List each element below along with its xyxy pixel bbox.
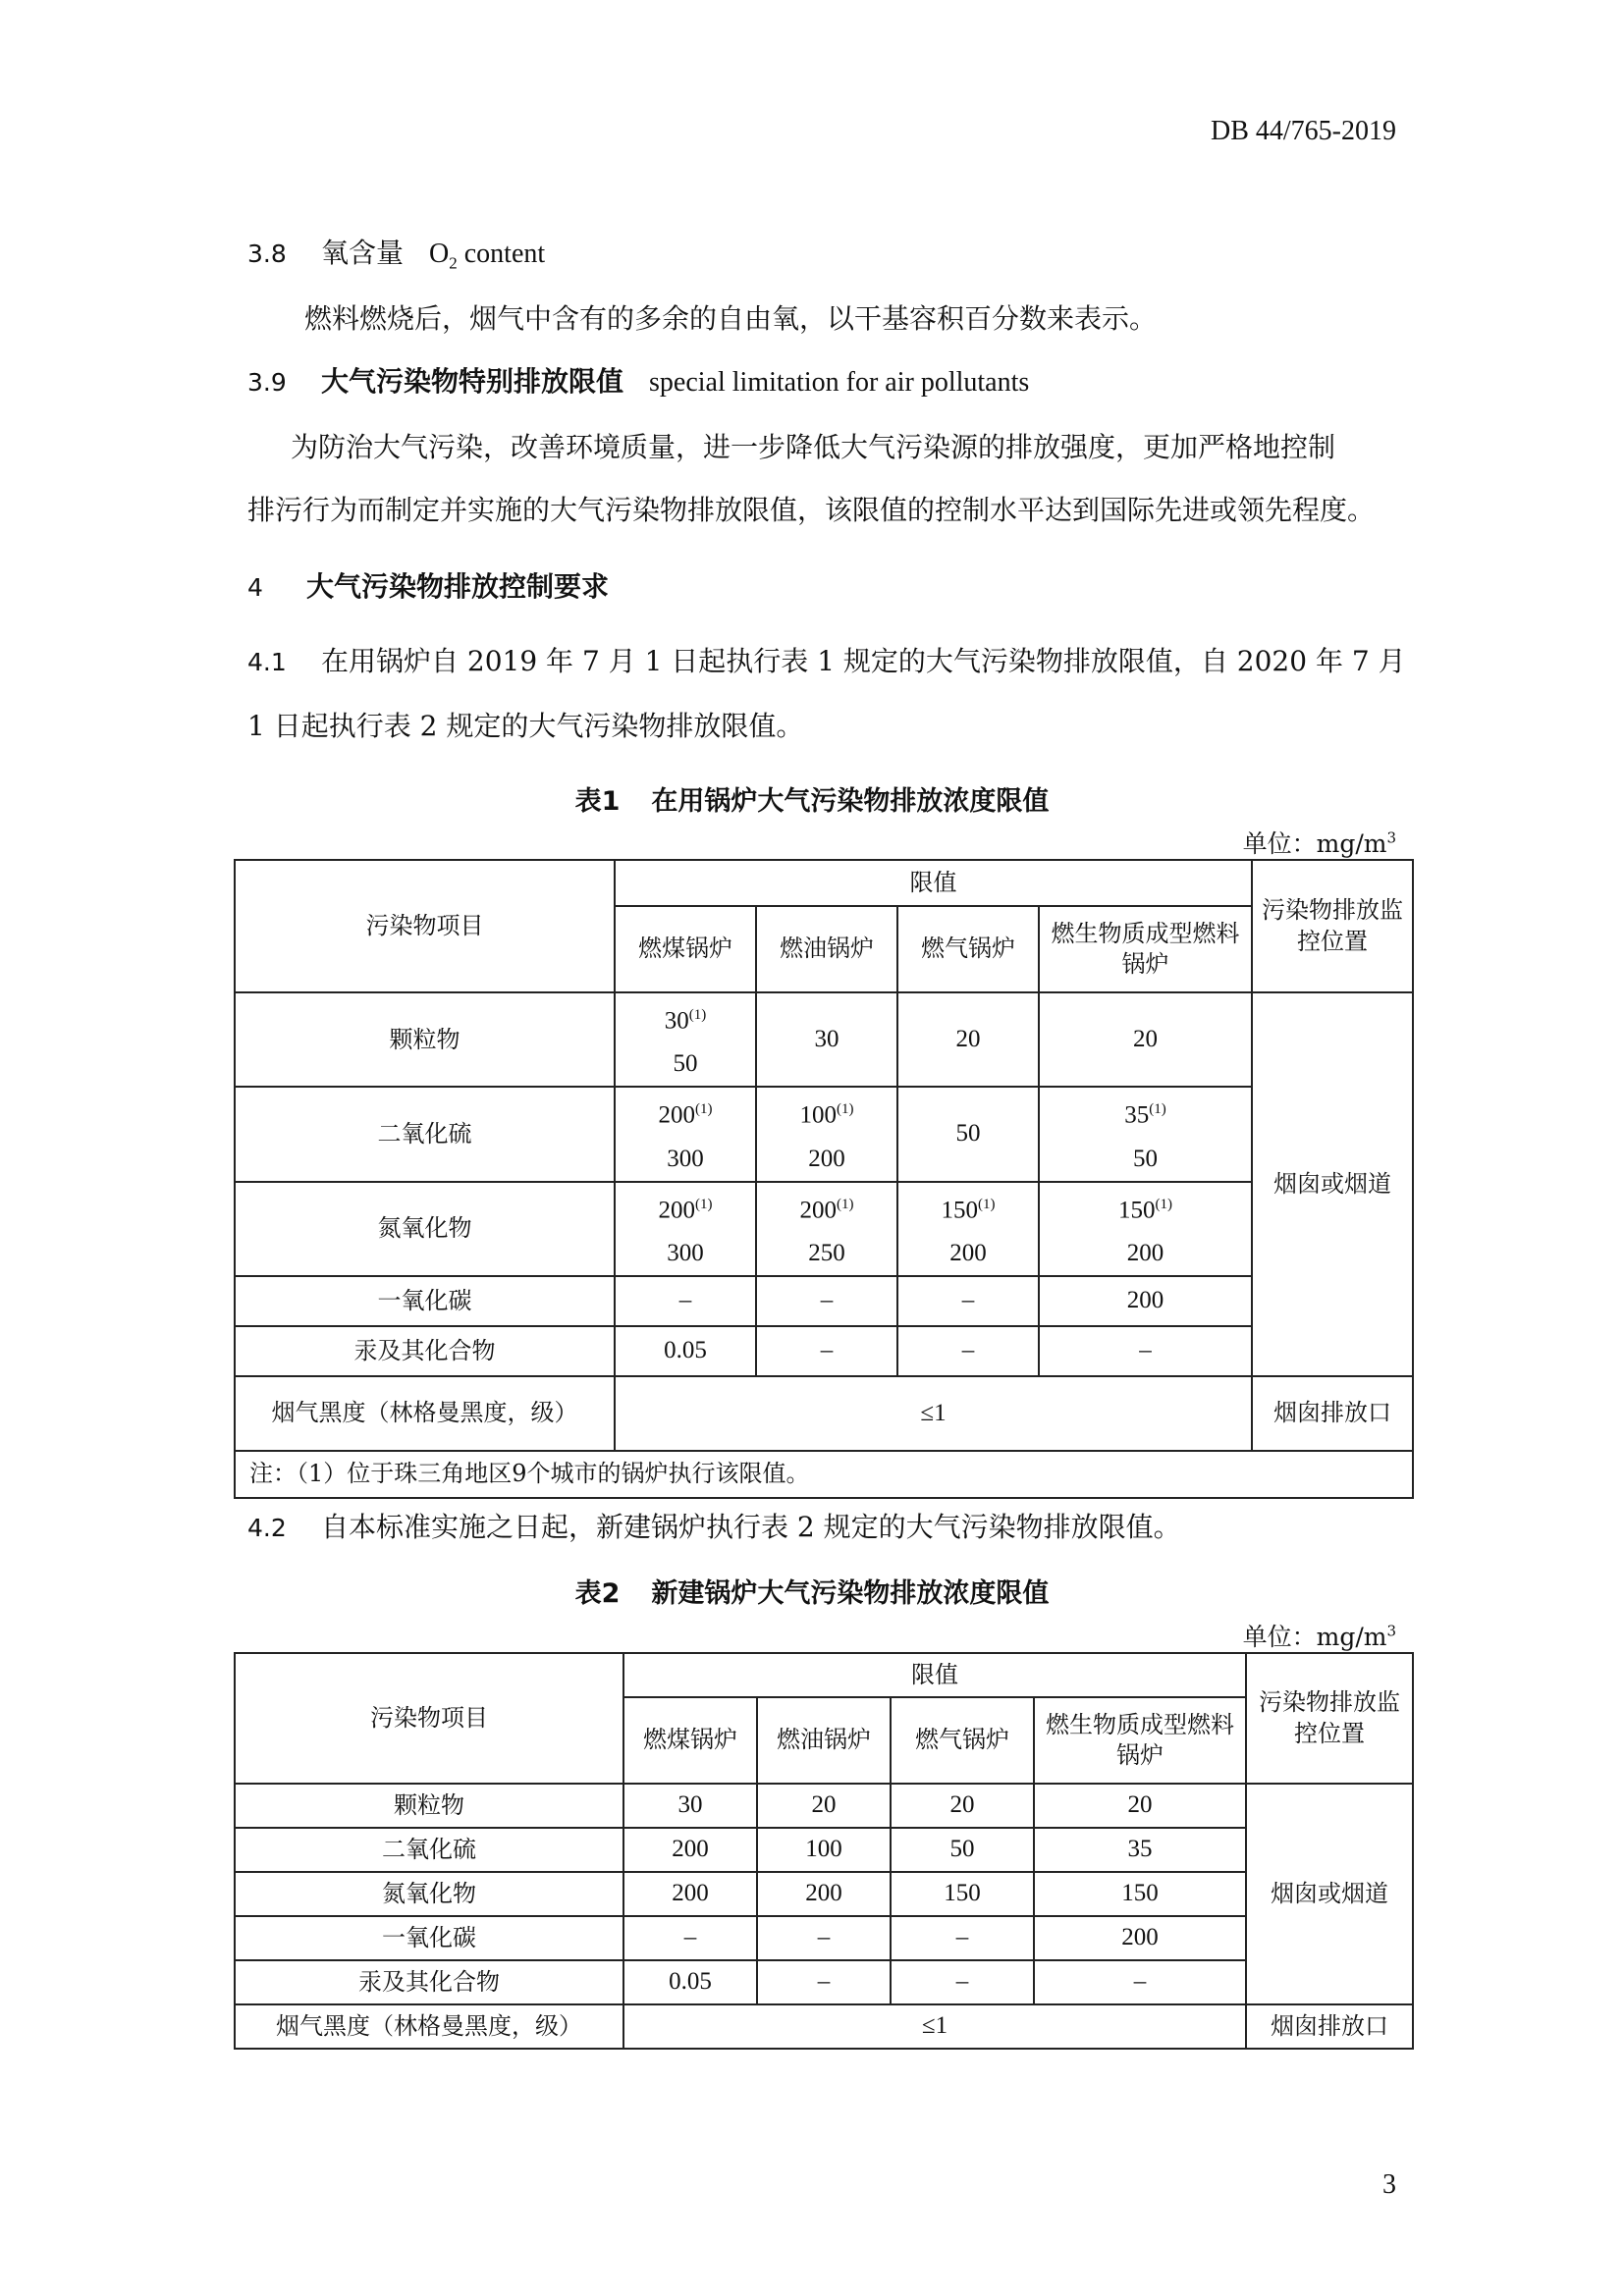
cell-biomass: 150$^{(1)}$ 200 xyxy=(1039,1182,1252,1276)
header-monitor-location: 污染物排放监控位置 xyxy=(1252,860,1413,992)
cell-coal: – xyxy=(623,1916,757,1960)
row-pollutant-name: 汞及其化合物 xyxy=(235,1960,623,2004)
header-coal-boiler: 燃煤锅炉 xyxy=(615,906,756,992)
row-pollutant-name: 二氧化硫 xyxy=(235,1087,615,1181)
header-oil-boiler: 燃油锅炉 xyxy=(756,906,897,992)
header-pollutant: 污染物项目 xyxy=(235,1653,623,1784)
section-4-1-line2: 1 日起执行表 2 规定的大气污染物排放限值。 xyxy=(247,710,804,742)
cell-monitor-outlet: 烟囱排放口 xyxy=(1246,2004,1413,2049)
section-3-9-body-line1: 为防治大气污染，改善环境质量，进一步降低大气污染源的排放强度，更加严格地控制 xyxy=(291,431,1336,463)
table1-unit: 单位：$mg/m^3$ xyxy=(1242,828,1396,858)
cell-monitor-flue: 烟囱或烟道 xyxy=(1246,1784,1413,2004)
cell-coal: – xyxy=(615,1276,756,1326)
table2-title: 新建锅炉大气污染物排放浓度限值 xyxy=(651,1578,1050,1609)
cell-gas: – xyxy=(897,1326,1039,1376)
cell-coal: 0.05 xyxy=(615,1326,756,1376)
row-pollutant-name: 一氧化碳 xyxy=(235,1916,623,1960)
cell-biomass: 35 xyxy=(1034,1828,1246,1872)
section-body: 在用锅炉自 2019 年 7 月 1 日起执行表 1 规定的大气污染物排放限值，自 2020 年 7 月 xyxy=(321,645,1406,677)
cell-oil: 100 xyxy=(757,1828,891,1872)
section-3-9-heading xyxy=(247,360,1029,400)
section-4-heading xyxy=(247,565,609,605)
cell-biomass: 20 xyxy=(1034,1784,1246,1828)
row-pollutant-name: 氮氧化物 xyxy=(235,1872,623,1916)
cell-gas: 20 xyxy=(891,1784,1034,1828)
header-pollutant: 污染物项目 xyxy=(235,860,615,992)
cell-gas: – xyxy=(897,1276,1039,1326)
standard-code: DB 44/765-2019 xyxy=(1211,116,1396,146)
row-pollutant-name: 颗粒物 xyxy=(235,1784,623,1828)
section-number: 4.1 xyxy=(247,648,287,676)
table2-caption xyxy=(0,1572,1624,1610)
cell-oil: 30 xyxy=(756,992,897,1087)
section-title: 大气污染物特别排放限值 xyxy=(321,365,624,398)
cell-biomass: – xyxy=(1039,1326,1252,1376)
cell-gas: – xyxy=(891,1916,1034,1960)
cell-biomass: 20 xyxy=(1039,992,1252,1087)
table1-note: 注：（1）位于珠三角地区9个城市的锅炉执行该限值。 xyxy=(235,1451,1413,1498)
cell-oil: 200$^{(1)}$ 250 xyxy=(756,1182,897,1276)
row-pollutant-name: 二氧化硫 xyxy=(235,1828,623,1872)
row-pollutant-name: 氮氧化物 xyxy=(235,1182,615,1276)
section-number: 3.9 xyxy=(247,368,287,397)
row-pollutant-name: 一氧化碳 xyxy=(235,1276,615,1326)
cell-oil: – xyxy=(756,1326,897,1376)
row-pollutant-name: 汞及其化合物 xyxy=(235,1326,615,1376)
cell-coal: 200$^{(1)}$ 300 xyxy=(615,1087,756,1181)
cell-gas: 150$^{(1)}$ 200 xyxy=(897,1182,1039,1276)
header-limit: 限值 xyxy=(623,1653,1246,1697)
section-title-en: $O_2$ content xyxy=(429,239,546,273)
table1-caption xyxy=(0,779,1624,818)
table2-unit: 单位：$mg/m^3$ xyxy=(1242,1622,1396,1651)
cell-coal: 200 xyxy=(623,1828,757,1872)
cell-oil: 20 xyxy=(757,1784,891,1828)
table1 xyxy=(234,859,1414,1499)
cell-gas: – xyxy=(891,1960,1034,2004)
cell-oil: – xyxy=(756,1276,897,1326)
section-3-9-body-line2: 排污行为而制定并实施的大气污染物排放限值，该限值的控制水平达到国际先进或领先程度。 xyxy=(247,494,1376,526)
cell-smoke-limit: ≤1 xyxy=(623,2004,1246,2049)
cell-monitor-flue: 烟囱或烟道 xyxy=(1252,992,1413,1376)
cell-gas: 50 xyxy=(891,1828,1034,1872)
cell-monitor-outlet: 烟囱排放口 xyxy=(1252,1376,1413,1451)
header-oil-boiler: 燃油锅炉 xyxy=(757,1697,891,1784)
cell-smoke-limit: ≤1 xyxy=(615,1376,1252,1451)
section-4-1-line1 xyxy=(247,640,1406,679)
page-number: 3 xyxy=(1382,2169,1396,2200)
section-3-8-body: 燃料燃烧后，烟气中含有的多余的自由氧，以干基容积百分数来表示。 xyxy=(304,302,1158,335)
section-number: 4 xyxy=(247,573,263,602)
table1-label: 表1 xyxy=(574,786,621,817)
cell-oil: – xyxy=(757,1960,891,2004)
cell-coal: 200$^{(1)}$ 300 xyxy=(615,1182,756,1276)
section-3-8-heading xyxy=(247,232,545,274)
cell-coal: 0.05 xyxy=(623,1960,757,2004)
header-biomass-boiler: 燃生物质成型燃料锅炉 xyxy=(1034,1697,1246,1784)
header-coal-boiler: 燃煤锅炉 xyxy=(623,1697,757,1784)
section-body: 自本标准实施之日起，新建锅炉执行表 2 规定的大气污染物排放限值。 xyxy=(321,1511,1181,1543)
header-limit: 限值 xyxy=(615,860,1252,906)
section-4-2 xyxy=(247,1506,1181,1545)
row-smoke-blackness: 烟气黑度（林格曼黑度，级） xyxy=(235,1376,615,1451)
cell-coal: 30$^{(1)}$ 50 xyxy=(615,992,756,1087)
section-title: 氧含量 xyxy=(321,237,405,269)
cell-oil: 200 xyxy=(757,1872,891,1916)
row-smoke-blackness: 烟气黑度（林格曼黑度，级） xyxy=(235,2004,623,2049)
cell-biomass: 150 xyxy=(1034,1872,1246,1916)
section-title-en: special limitation for air pollutants xyxy=(649,367,1030,398)
cell-gas: 20 xyxy=(897,992,1039,1087)
header-gas-boiler: 燃气锅炉 xyxy=(891,1697,1034,1784)
cell-biomass: 35$^{(1)}$ 50 xyxy=(1039,1087,1252,1181)
table2-label: 表2 xyxy=(574,1578,621,1609)
header-biomass-boiler: 燃生物质成型燃料锅炉 xyxy=(1039,906,1252,992)
cell-biomass: 200 xyxy=(1034,1916,1246,1960)
section-number: 4.2 xyxy=(247,1514,287,1542)
cell-oil: 100$^{(1)}$ 200 xyxy=(756,1087,897,1181)
cell-gas: 50 xyxy=(897,1087,1039,1181)
table2 xyxy=(234,1652,1414,2050)
cell-biomass: – xyxy=(1034,1960,1246,2004)
section-title: 大气污染物排放控制要求 xyxy=(306,570,610,603)
row-pollutant-name: 颗粒物 xyxy=(235,992,615,1087)
header-gas-boiler: 燃气锅炉 xyxy=(897,906,1039,992)
cell-coal: 30 xyxy=(623,1784,757,1828)
section-number: 3.8 xyxy=(247,240,287,268)
table1-title: 在用锅炉大气污染物排放浓度限值 xyxy=(651,786,1050,817)
cell-oil: – xyxy=(757,1916,891,1960)
cell-coal: 200 xyxy=(623,1872,757,1916)
cell-gas: 150 xyxy=(891,1872,1034,1916)
cell-biomass: 200 xyxy=(1039,1276,1252,1326)
header-monitor-location: 污染物排放监控位置 xyxy=(1246,1653,1413,1784)
